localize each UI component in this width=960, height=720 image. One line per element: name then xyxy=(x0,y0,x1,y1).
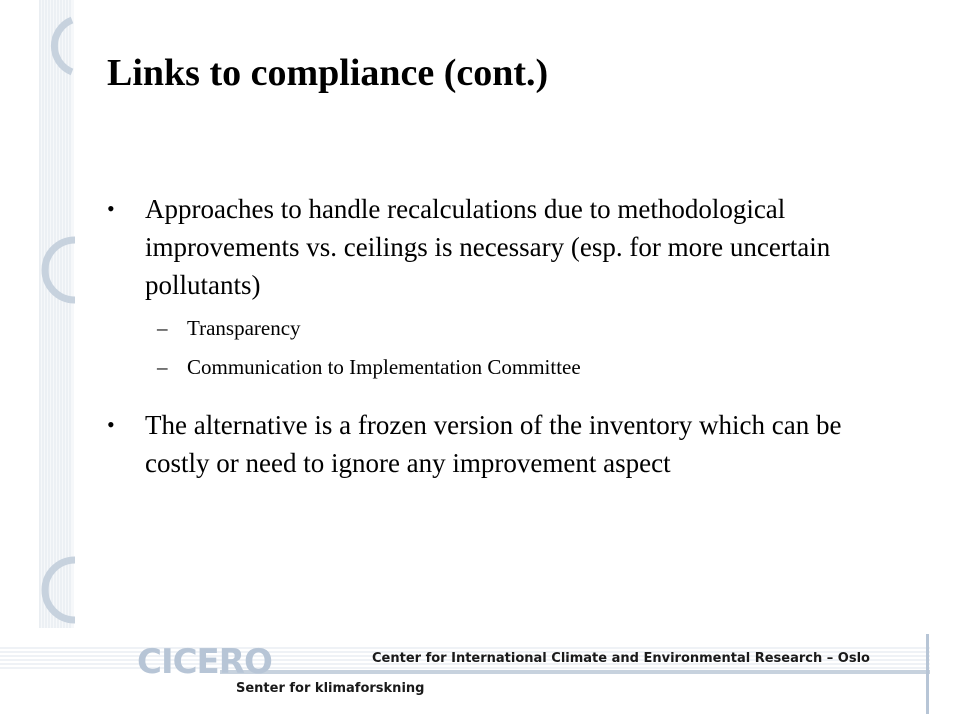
footer-norwegian-name: Senter for klimaforskning xyxy=(236,681,425,696)
bullet-text: The alternative is a frozen version of the inventory which can be costly or need to ignore any improvement aspect xyxy=(145,410,842,478)
bullet-item-2 xyxy=(107,406,907,486)
footer-tagline: Center for International Climate and Environmental Research – Oslo xyxy=(372,651,870,666)
decorative-left-band xyxy=(0,0,80,720)
sub-item-text: Communication to Implementation Committee xyxy=(187,355,581,379)
cicero-logo: CICERO xyxy=(137,642,272,682)
decor-shade xyxy=(40,0,74,640)
sub-marker: – xyxy=(157,355,168,379)
footer-rule xyxy=(220,670,930,674)
sub-item-2 xyxy=(157,353,581,381)
sub-marker: – xyxy=(157,316,168,340)
bullet-marker: • xyxy=(107,412,115,437)
sub-item-1 xyxy=(157,314,301,342)
bullet-marker: • xyxy=(107,196,115,221)
bullet-text: Approaches to handle recalculations due to methodological improvements vs. ceilings is necessary (esp. for more uncertain pollutants) xyxy=(145,194,831,300)
slide-title: Links to compliance (cont.) xyxy=(107,52,549,94)
sub-item-text: Transparency xyxy=(187,316,301,340)
footer-end-bar xyxy=(926,634,929,714)
bullet-item-1 xyxy=(107,190,907,310)
